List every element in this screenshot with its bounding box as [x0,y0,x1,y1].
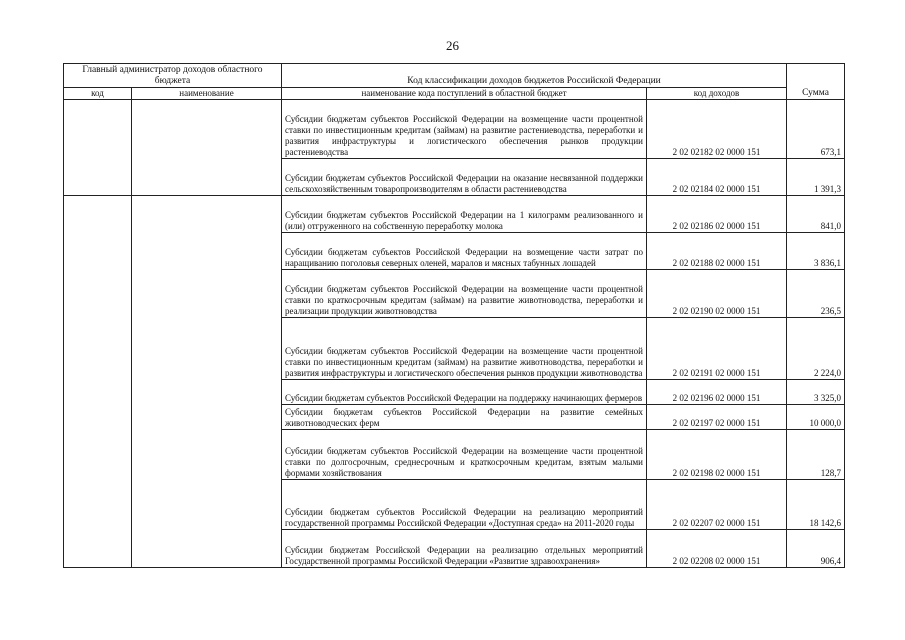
admin-name-cell [132,196,282,568]
income-code-cell: 2 02 02198 02 0000 151 [647,430,787,480]
income-code-cell: 2 02 02182 02 0000 151 [647,100,787,159]
income-name-cell: Субсидии бюджетам субъектов Российской Федерации на возмещение части процентной ставки по долгосрочным, среднесрочным и краткосрочным кредитам, взятым малыми формами хозяйствования [282,430,647,480]
income-name-cell: Субсидии бюджетам субъектов Российской Федерации на реализацию мероприятий государственной программы Российской Федерации «Доступная среда» на 2011-2020 годы [282,480,647,530]
header-name: наименование [132,88,282,100]
admin-name-cell [132,100,282,196]
amount-cell: 1 391,3 [787,159,845,196]
income-code-cell: 2 02 02207 02 0000 151 [647,480,787,530]
header-classification: Код классификации доходов бюджетов Российской Федерации [282,64,787,88]
income-name-cell: Субсидии бюджетам субъектов Российской Федерации на 1 килограмм реализованного и (или) отгруженного на собственную переработку молока [282,196,647,233]
income-name-cell: Субсидии бюджетам субъектов Российской Федерации на возмещение части затрат по наращиванию поголовья северных оленей, маралов и мясных табунных лошадей [282,233,647,270]
income-name-cell: Субсидии бюджетам субъектов Российской Федерации на оказание несвязанной поддержки сельскохозяйственным товаропроизводителям в области растениеводства [282,159,647,196]
income-code-cell: 2 02 02184 02 0000 151 [647,159,787,196]
amount-cell: 3 325,0 [787,380,845,405]
table-header-row [64,64,845,88]
amount-cell: 906,4 [787,530,845,568]
table-row [64,100,845,159]
table-row [64,196,845,233]
header-admin: Главный администратор доходов областного бюджета [64,64,282,88]
income-name-cell: Субсидии бюджетам субъектов Российской Федерации на возмещение части процентной ставки по инвестиционным кредитам (займам) на развитие животноводства, переработки и развития инфраструктуры и логистического обеспечения рынков продукции животноводства [282,318,647,380]
income-code-cell: 2 02 02196 02 0000 151 [647,380,787,405]
income-name-cell: Субсидии бюджетам Российской Федерации на реализацию отдельных мероприятий Государственной программы Российской Федерации «Развитие здравоохранения» [282,530,647,568]
amount-cell: 841,0 [787,196,845,233]
amount-cell: 673,1 [787,100,845,159]
amount-cell: 10 000,0 [787,405,845,430]
income-code-cell: 2 02 02186 02 0000 151 [647,196,787,233]
amount-cell: 128,7 [787,430,845,480]
income-name-cell: Субсидии бюджетам субъектов Российской Федерации на возмещение части процентной ставки по инвестиционным кредитам (займам) на развитие растениеводства, переработки и развития инфраструктуры и логистического обеспечения рынков продукции растениеводства [282,100,647,159]
table-subheader-row [64,88,845,100]
admin-code-cell [64,196,132,568]
income-code-cell: 2 02 02191 02 0000 151 [647,318,787,380]
income-code-cell: 2 02 02188 02 0000 151 [647,233,787,270]
page-number: 26 [446,38,459,53]
amount-cell: 18 142,6 [787,480,845,530]
amount-cell: 3 836,1 [787,233,845,270]
income-code-cell: 2 02 02190 02 0000 151 [647,270,787,318]
income-name-cell: Субсидии бюджетам субъектов Российской Федерации на развитие семейных животноводческих ферм [282,405,647,430]
amount-cell: 2 224,0 [787,318,845,380]
admin-code-cell [64,100,132,196]
amount-cell: 236,5 [787,270,845,318]
header-income-name: наименование кода поступлений в областной бюджет [282,88,647,100]
revenue-table [63,63,845,568]
income-code-cell: 2 02 02208 02 0000 151 [647,530,787,568]
header-income-code: код доходов [647,88,787,100]
header-sum: Сумма [787,64,845,100]
income-name-cell: Субсидии бюджетам субъектов Российской Федерации на возмещение части процентной ставки по краткосрочным кредитам (займам) на развитие животноводства, переработки и реализации продукции животноводства [282,270,647,318]
income-code-cell: 2 02 02197 02 0000 151 [647,405,787,430]
header-code: код [64,88,132,100]
income-name-cell: Субсидии бюджетам субъектов Российской Федерации на поддержку начинающих фермеров [282,380,647,405]
